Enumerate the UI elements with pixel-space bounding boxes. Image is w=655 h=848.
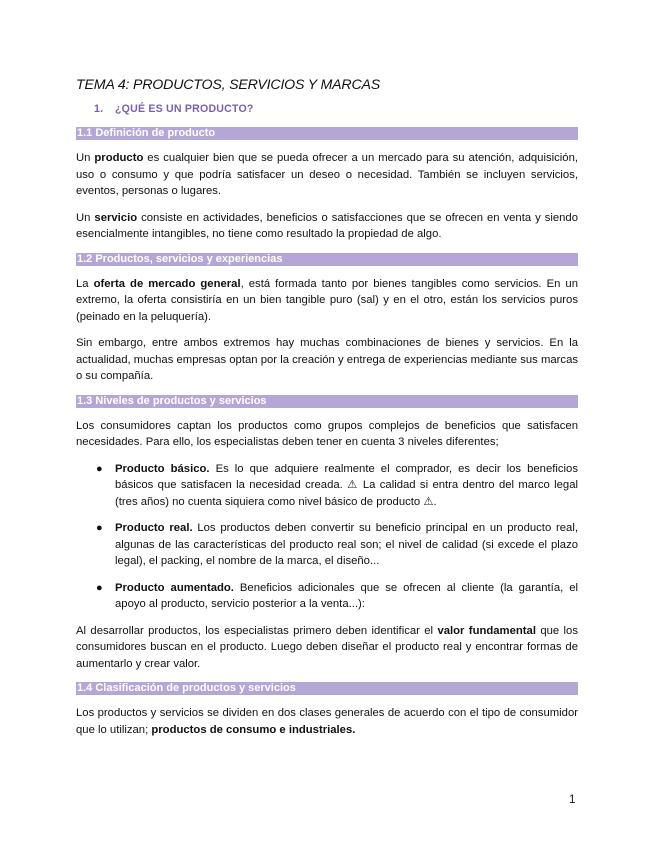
term-oferta: oferta de mercado general [93,277,241,290]
paragraph-valor: Al desarrollar productos, los especialistas primero deben identificar el valor fundamental que los consumidores buscan en el producto. Luego deben diseñar el producto real y encontrar formas de aumentarlo y crear valor. [76,624,578,670]
term-consumo-industriales: productos de consumo e industriales. [151,723,356,736]
levels-list [76,461,578,613]
section-heading-niveles: 1.3 Niveles de productos y servicios [76,395,578,408]
page-content [76,77,578,748]
section-heading-definicion: 1.1 Definición de producto [76,127,578,140]
term-producto: producto [94,152,144,164]
bullet-icon: ● [96,462,103,475]
list-item-producto-basico: ● Producto básico. Es lo que adquiere realmente el comprador, es decir los beneficios básicos que satisfacen la necesidad creada. ⚠ La calidad si entra dentro del marco legal (tres años) no cuenta siquiera como nivel básico de producto ⚠. [96,462,578,508]
paragraph-niveles: Los consumidores captan los productos como grupos complejos de beneficios que satisfacen necesidades. Para ello, los especialistas deben tener en cuenta 3 niveles diferentes; [76,419,578,448]
paragraph-oferta: La oferta de mercado general, está formada tanto por bienes tangibles como servicios. En un extremo, la oferta consistiría en un bien tangible puro (sal) y en el otro, están los servicios puros (peinado en la peluquería). [76,277,578,323]
section-heading-clasificacion: 1.4 Clasificación de productos y servicios [76,682,578,695]
paragraph-producto: Un producto es cualquier bien que se pueda ofrecer a un mercado para su atención, adquisición, uso o consumo y que podría satisfacer un deseo o necesidad. También se incluyen servicios, eventos, personas o lugares. [76,152,579,197]
document-title: TEMA 4: PRODUCTOS, SERVICIOS Y MARCAS [76,77,381,93]
bullet-icon: ● [96,581,103,594]
paragraph-servicio: Un servicio consiste en actividades, beneficios o satisfacciones que se ofrecen en venta y siendo esencialmente intangibles, no tiene como resultado la propiedad de algo. [76,211,578,240]
list-item-producto-aumentado: ● Producto aumentado. Beneficios adicionales que se ofrecen al cliente (la garantía, el apoyo al producto, servicio posterior a la venta...): [96,581,578,610]
term-valor-fundamental: valor fundamental [437,624,536,637]
section-heading-productos-servicios: 1.2 Productos, servicios y experiencias [76,253,578,266]
question-heading [94,103,578,115]
paragraph-clasificacion: Los productos y servicios se dividen en dos clases generales de acuerdo con el tipo de consumidor que lo utilizan; productos de consumo e industriales. [76,707,578,736]
question-number: 1. [94,103,104,115]
term-servicio: servicio [94,211,138,224]
question-text: ¿QUÉ ES UN PRODUCTO? [115,103,254,115]
list-item-producto-real: ● Producto real. Los productos deben convertir su beneficio principal en un producto real, algunas de las características del producto real son; el nivel de calidad (si excede el plazo legal), el packing, el nombre de la marca, el diseño... [96,522,578,567]
page-number: 1 [569,794,576,806]
bullet-icon: ● [96,522,103,534]
paragraph-experiencias: Sin embargo, entre ambos extremos hay muchas combinaciones de bienes y servicios. En la actualidad, muchas empresas optan por la creación y entrega de experiencias mediante sus marcas o su compañía. [76,337,578,382]
